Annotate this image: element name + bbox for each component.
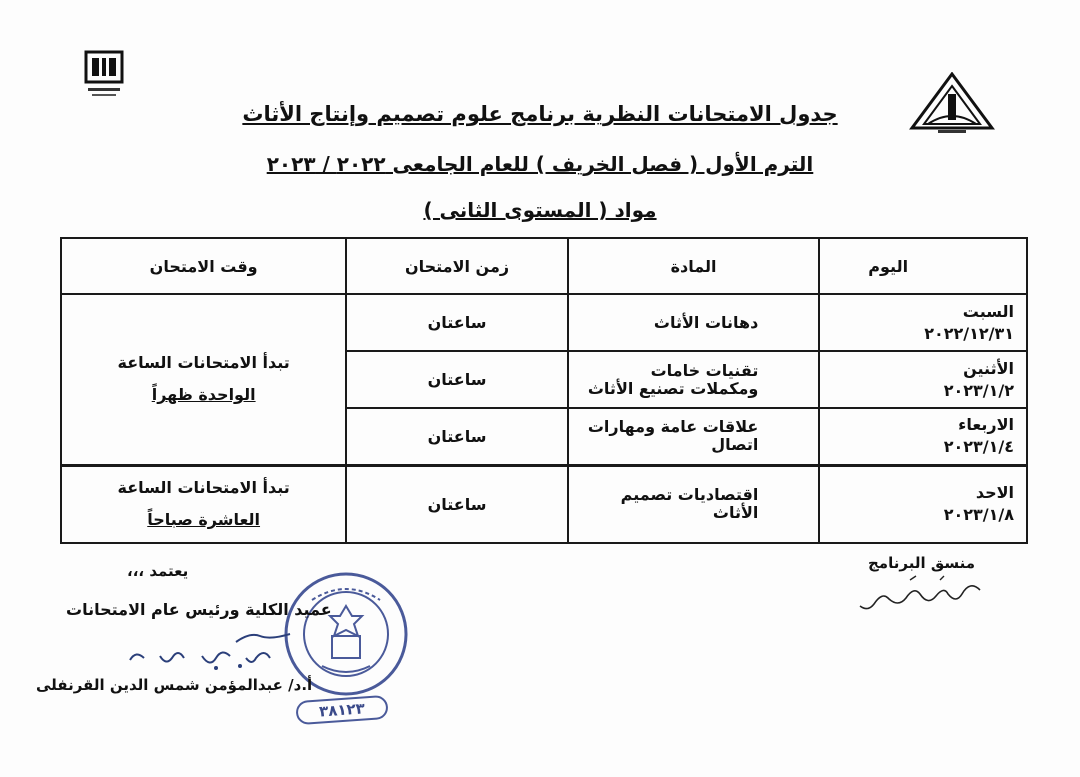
term-subtitle: الترم الأول ( فصل الخريف ) للعام الجامعى ٢٠٢٢ / ٢٠٢٣ xyxy=(266,152,814,176)
time-line1: تبدأ الامتحانات الساعة xyxy=(117,353,290,373)
coordinator-signature-icon xyxy=(850,572,990,616)
subject-cell: تقنيات خامات ومكملات تصنيع الأثاث xyxy=(568,351,820,408)
level-heading: مواد ( المستوى الثانى ) xyxy=(423,198,657,222)
duration-cell: ساعتان xyxy=(346,294,567,351)
header-duration: زمن الامتحان xyxy=(346,238,567,294)
table-header-row xyxy=(61,238,1027,294)
day-cell xyxy=(819,294,1027,351)
dean-signature-icon xyxy=(120,628,300,674)
dean-name: أ.د/ عبدالمؤمن شمس الدين القرنفلى xyxy=(36,676,313,694)
time-line2: العاشرة صباحاً xyxy=(147,510,261,530)
stamp-serial-number: ٣٨١٢٣ xyxy=(295,695,388,725)
duration-cell: ساعتان xyxy=(346,408,567,465)
approval-label: يعتمد ،،، xyxy=(127,562,189,580)
document-title: جدول الامتحانات النظرية برنامج علوم تصميم وإنتاج الأثاث xyxy=(242,102,838,126)
table-row xyxy=(61,294,1027,351)
time-line2: الواحدة ظهراً xyxy=(151,385,256,405)
day-name: الاحد xyxy=(975,483,1014,503)
day-name: الأثنين xyxy=(963,358,1014,378)
coordinator-label: منسق البرنامج xyxy=(868,554,976,572)
university-logo-icon xyxy=(908,72,996,138)
duration-cell: ساعتان xyxy=(346,465,567,543)
time-cell xyxy=(61,465,346,543)
subject-cell: دهانات الأثاث xyxy=(568,294,820,351)
header-day: اليوم xyxy=(819,238,1027,294)
day-cell xyxy=(819,408,1027,465)
header-time: وقت الامتحان xyxy=(61,238,346,294)
day-name: السبت xyxy=(962,301,1014,321)
time-cell xyxy=(61,294,346,465)
table-row xyxy=(61,465,1027,543)
faculty-logo-icon xyxy=(84,50,124,114)
exam-date: ٢٠٢٣/١/٢ xyxy=(943,380,1014,400)
exam-date: ٢٠٢٣/١/٤ xyxy=(943,437,1014,457)
day-name: الاربعاء xyxy=(958,415,1014,435)
dean-title-label: عميد الكلية ورئيس عام الامتحانات xyxy=(66,600,332,619)
exam-date: ٢٠٢٢/١٢/٣١ xyxy=(924,323,1014,343)
duration-cell: ساعتان xyxy=(346,351,567,408)
subject-cell: اقتصاديات تصميم الأثاث xyxy=(568,465,820,543)
day-cell xyxy=(819,351,1027,408)
time-line1: تبدأ الامتحانات الساعة xyxy=(117,478,290,498)
header-subject: المادة xyxy=(568,238,820,294)
exam-date: ٢٠٢٣/١/٨ xyxy=(943,505,1014,525)
subject-cell: علاقات عامة ومهارات اتصال xyxy=(568,408,820,465)
exam-schedule-table xyxy=(60,237,1028,544)
day-cell xyxy=(819,465,1027,543)
